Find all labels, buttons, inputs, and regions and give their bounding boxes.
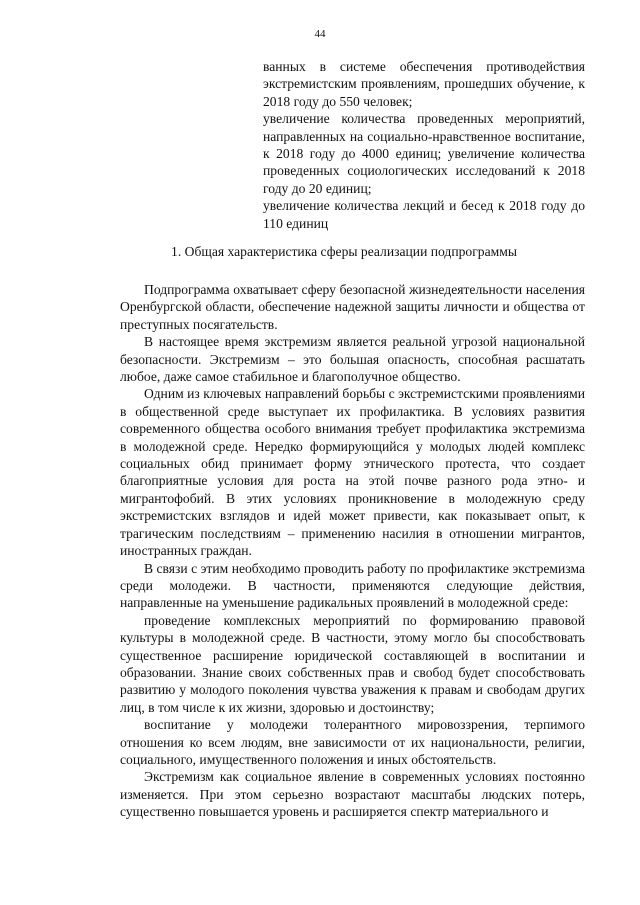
- table-cell-targets: [263, 58, 585, 232]
- target-paragraph: увеличение количества проведенных мероприятий, направленных на социально-нравственное воспитание, к 2018 году до 4000 единиц; увеличение количества проведенных социологических исследований к 2018 году до 20 единиц;: [263, 111, 585, 196]
- body-paragraph: В связи с этим необходимо проводить работу по профилактике экстремизма среди молодежи. В частности, применяются следующие действия, направленные на уменьшение радикальных проявлений в молодежной среде:: [120, 560, 585, 611]
- body-paragraph: проведение комплексных мероприятий по формированию правовой культуры в молодежной среде. В частности, этому могло бы способствовать существенное расширение юридической составляющей в воспитании и образовании. Знание своих собственных прав и свобод будет способствовать развитию у молодого поколения чувства уважения к правам и свободам других лиц, в том числе к их жизни, здоровью и достоинству;: [120, 612, 585, 715]
- body-text: [120, 281, 585, 821]
- body-paragraph: воспитание у молодежи толерантного мировоззрения, терпимого отношения ко всем людям, вне зависимости от их национальности, религии, социального, имущественного положения и иных обстоятельств.: [120, 717, 585, 767]
- body-paragraph: Одним из ключевых направлений борьбы с экстремистскими проявлениями в общественной среде выступает их профилактика. В условиях развития современного общества особого внимания требует профилактика экстремизма в молодежной среде. Нередко формирующийся у молодых людей комплекс социальных обид принимает форму этнического протеста, что создает благоприятные условия для роста на этой почве разного рода этно- и мигрантофобий. В этих условиях проникновение в молодежную среду экстремистских взглядов и идей может привести, как показывает опыт, к трагическим последствиям – применению насилия в отношении мигрантов, иностранных граждан.: [120, 386, 585, 559]
- page-number: 44: [314, 28, 326, 40]
- body-paragraph: В настоящее время экстремизм является реальной угрозой национальной безопасности. Экстремизм – это большая опасность, способная расшатать любое, даже самое стабильное и благополучное общество.: [120, 334, 585, 385]
- body-paragraph: Подпрограмма охватывает сферу безопасной жизнедеятельности населения Оренбургской области, обеспечение надежной защиты личности и общества от преступных посягательств.: [120, 282, 585, 332]
- target-paragraph: увеличение количества лекций и бесед к 2018 году до 110 единиц: [263, 198, 585, 231]
- target-paragraph: ванных в системе обеспечения противодействия экстремистским проявлениям, прошедших обучение, к 2018 году до 550 человек;: [263, 59, 585, 109]
- section-heading: 1. Общая характеристика сферы реализации подпрограммы: [171, 244, 517, 259]
- body-paragraph: Экстремизм как социальное явление в современных условиях постоянно изменяется. При этом серьезно возрастают масштабы людских потерь, существенно повышается уровень и расширяется спектр материального и: [120, 769, 585, 820]
